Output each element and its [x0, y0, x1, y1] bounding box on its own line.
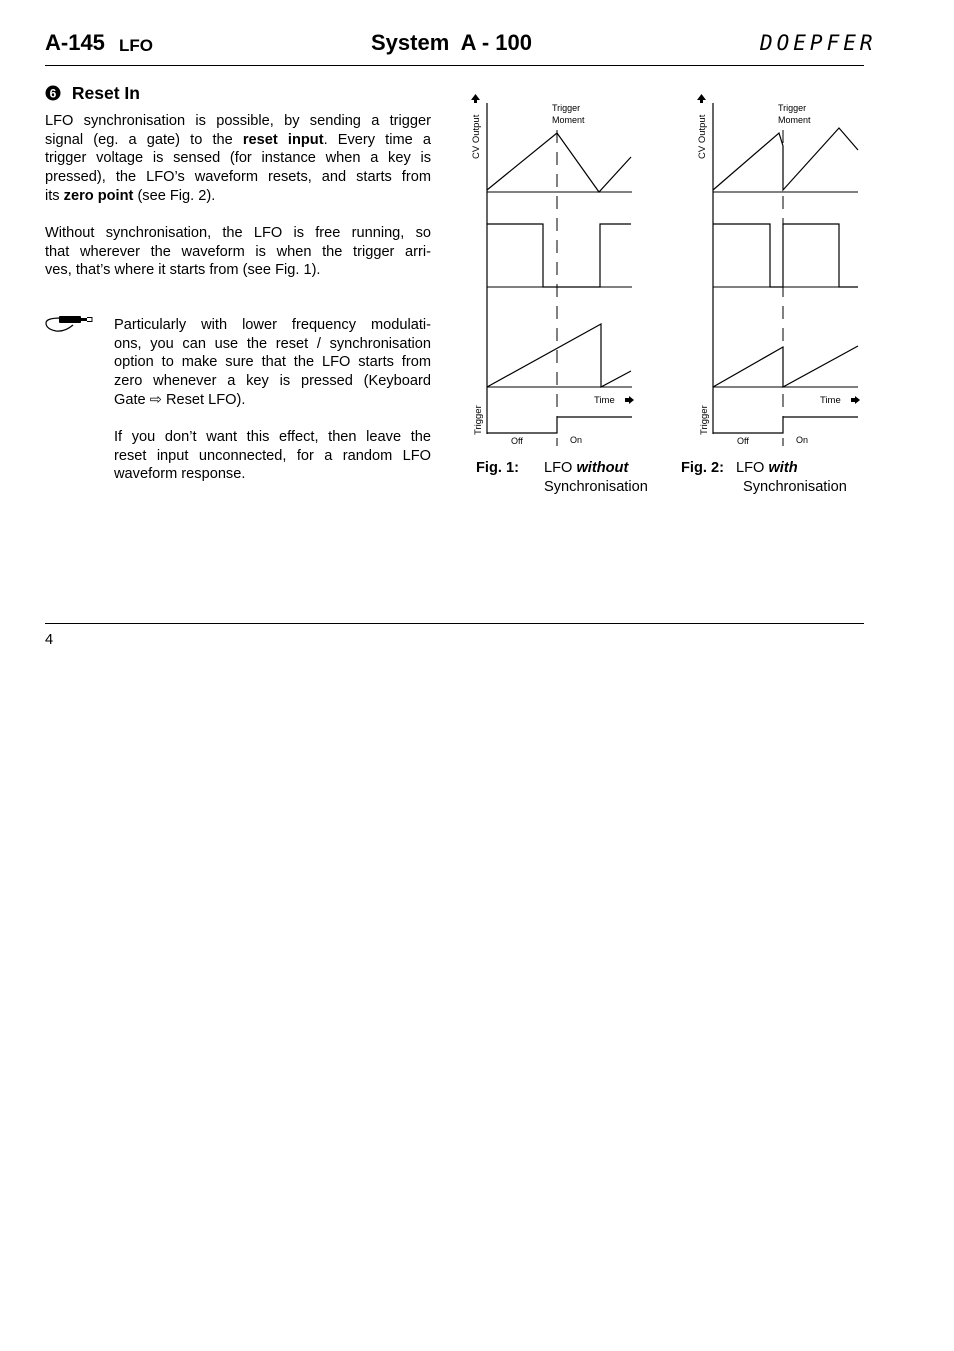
fig1-caption-line2: Synchronisation [544, 479, 648, 495]
text-line: that wherever the waveform is when the trigger arri- [45, 243, 431, 260]
module-model: A-145 [45, 30, 105, 55]
text-line: pressed), the LFO’s waveform resets, and starts from [45, 169, 431, 186]
fig1-caption-line1 [544, 459, 628, 478]
fig1-square-wave [487, 224, 631, 287]
fig1-trigger-axis-label: Trigger [473, 405, 484, 435]
fig2-cv-arrow-icon [697, 94, 706, 103]
fig1-cv-arrow-icon [471, 94, 480, 103]
text-line: ves, that’s where it starts from (see Fig. 1). [45, 262, 321, 279]
fig1-on-label: On [570, 435, 583, 445]
paragraph-note-usage [114, 316, 431, 410]
fig2-caption-emphasis: with [768, 460, 798, 476]
text-line: LFO synchronisation is possible, by sending a trigger [45, 113, 431, 129]
fig1-trigger-moment-l2: Moment [552, 115, 585, 125]
text-line: waveform response. [114, 466, 246, 483]
paragraph-free-running [45, 224, 431, 280]
fig1-caption-emphasis: without [576, 460, 629, 476]
footer-rule [45, 623, 864, 624]
text-line: reset input unconnected, for a random LFO [114, 447, 431, 464]
fig2-trigger-moment-l1: Trigger [778, 103, 807, 113]
circled-six-icon [45, 85, 61, 101]
text-line: option to make sure that the LFO starts from [114, 354, 431, 371]
bold-term: reset input [242, 131, 324, 148]
fig2-caption-label: Fig. 2: [681, 460, 724, 476]
fig1-trigger-moment-l1: Trigger [552, 103, 581, 113]
fig2-caption-text: LFO [736, 460, 769, 476]
fig1-caption-label: Fig. 1: [476, 460, 519, 476]
fig2-off-label: Off [737, 436, 749, 446]
fig1-trigger-gate [487, 417, 632, 433]
section-title [45, 83, 140, 104]
text-line: its zero point (see Fig. 2). [45, 187, 216, 204]
text-line: trigger voltage is sensed (for instance when a key is [45, 150, 431, 167]
fig1-triangle-wave [487, 133, 631, 192]
text-line: Without synchronisation, the LFO is free running, so [45, 225, 431, 241]
fig1-caption-text: LFO [544, 460, 577, 476]
fig2-time-label: Time [820, 395, 841, 406]
fig2-saw-wave [713, 346, 858, 387]
header-rule [45, 65, 864, 66]
section-title-text: Reset In [71, 83, 140, 103]
text-line: signal (eg. a gate) to the reset input. Every time a [45, 131, 431, 148]
fig2-cv-label: CV Output [697, 114, 708, 159]
fig2-triangle-wave [713, 128, 858, 190]
page-number: 4 [45, 632, 54, 648]
fig1-off-label: Off [511, 436, 523, 446]
fig1-cv-label: CV Output [471, 114, 482, 159]
fig2-trigger-moment-l2: Moment [778, 115, 811, 125]
module-name: LFO [119, 36, 153, 55]
fig1-time-arrow-icon [625, 396, 634, 404]
fig2-trigger-axis-label: Trigger [699, 405, 710, 435]
svg-text:6: 6 [49, 86, 57, 101]
fig1-saw-wave [487, 324, 631, 387]
fig2-on-label: On [796, 435, 809, 445]
jack-plug-icon [45, 313, 95, 335]
text-line: Particularly with lower frequency modulati- [114, 317, 431, 333]
text-line: If you don’t want this effect, then leave the [114, 429, 431, 445]
text-line: Gate ⇨ Reset LFO). [114, 391, 246, 408]
fig2-caption-line1 [736, 459, 798, 478]
system-title: System A - 100 [371, 30, 533, 55]
text-line: ons, you can use the reset / synchronisation [114, 335, 431, 352]
waveform-figures [464, 88, 864, 508]
brand-logo: DOEPFER [760, 31, 877, 55]
fig2-time-arrow-icon [851, 396, 860, 404]
fig2-trigger-gate [713, 417, 858, 433]
fig1-time-label: Time [594, 395, 615, 406]
paragraph-sync-intro [45, 112, 431, 206]
text-line: zero whenever a key is pressed (Keyboard [114, 373, 431, 390]
paragraph-note-unconnected [114, 428, 431, 484]
bold-term: zero point [63, 187, 134, 204]
fig2-square-wave [713, 224, 858, 287]
fig2-caption-line2: Synchronisation [743, 479, 847, 495]
